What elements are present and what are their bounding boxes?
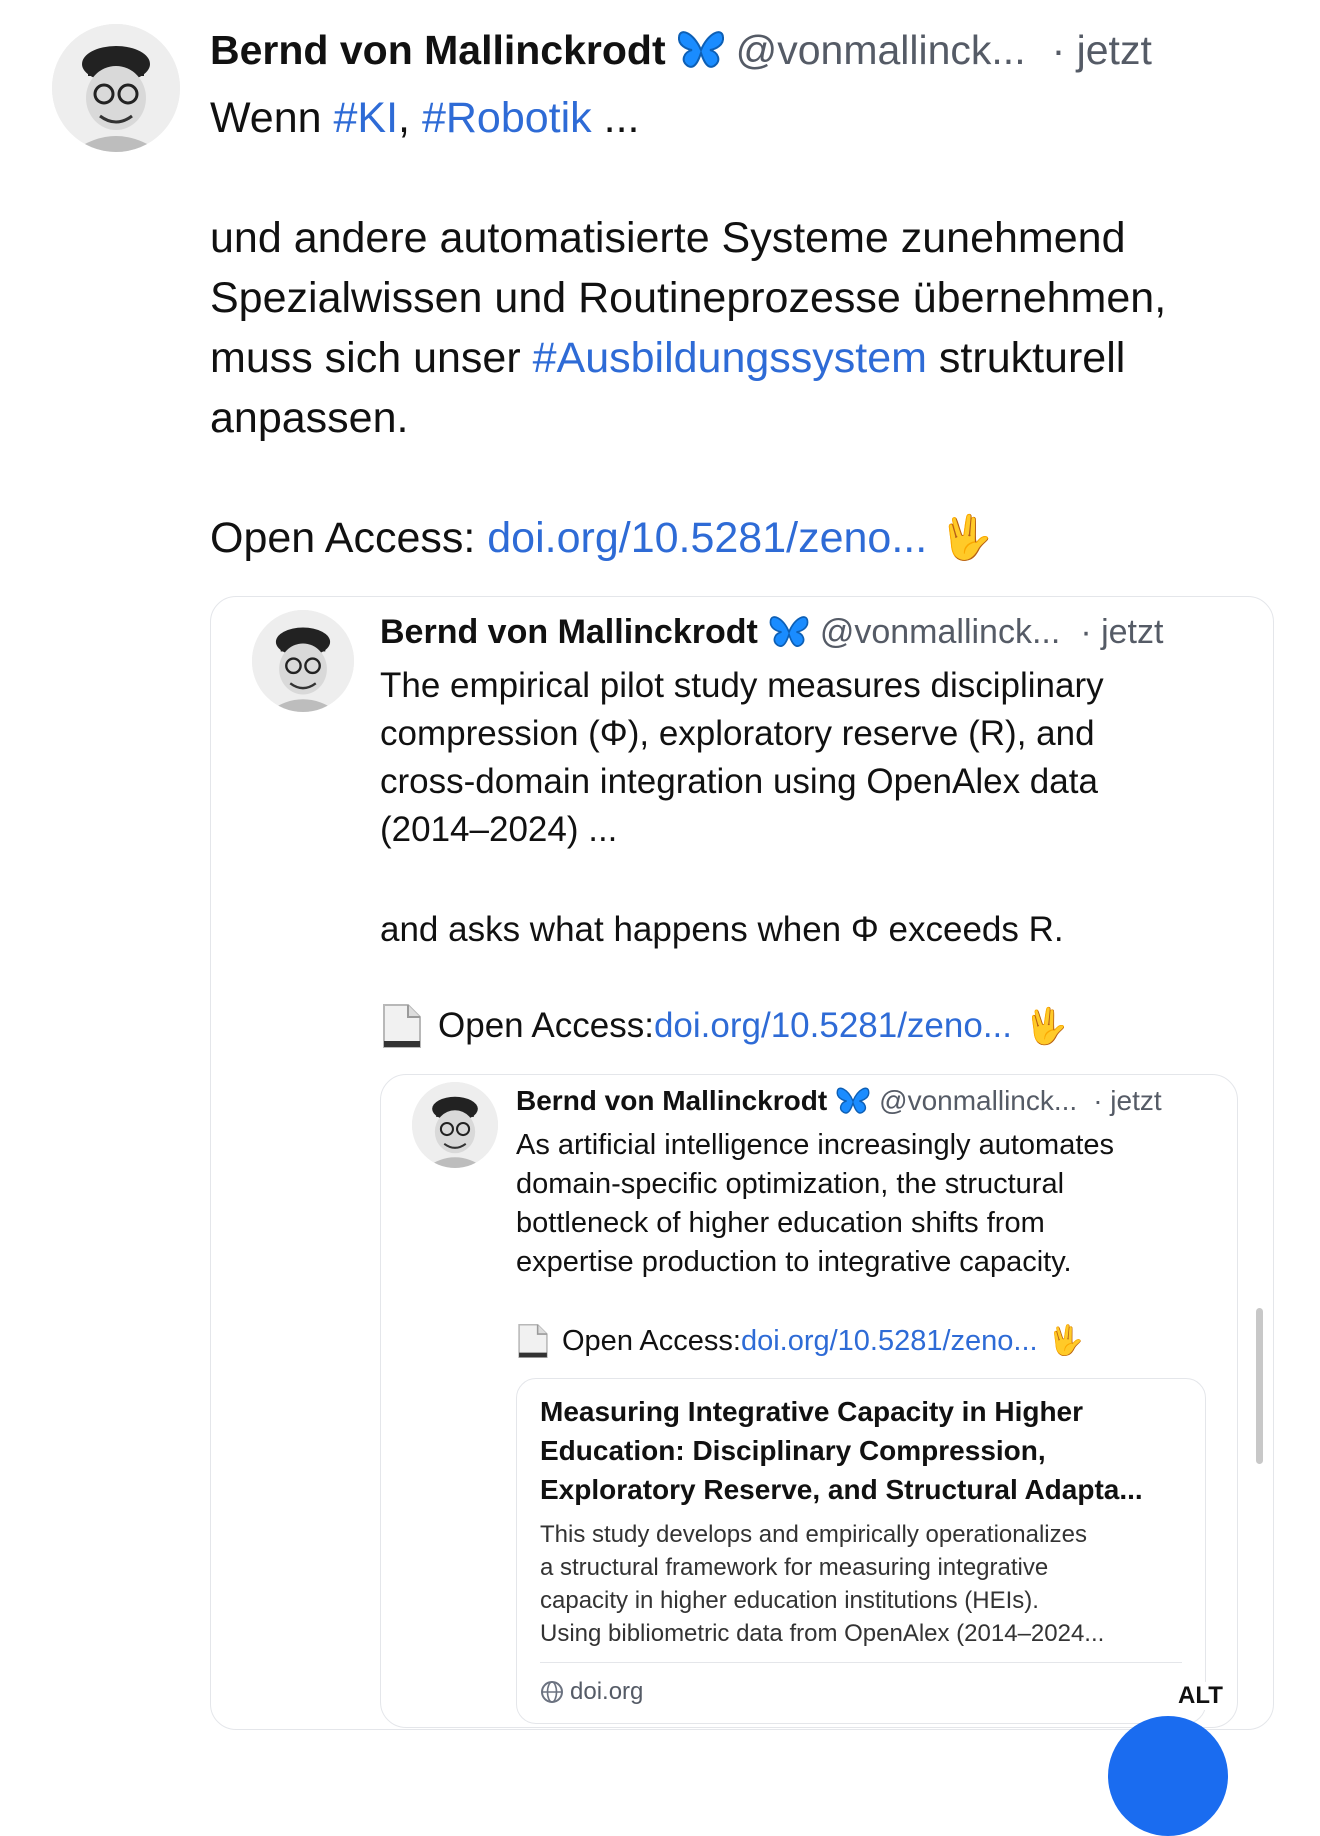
link-preview-divider — [540, 1662, 1182, 1663]
quoted-post-text: The empirical pilot study measures disciplinary compression (Φ), exploratory reserve (R), and cross-domain integration using OpenAlex data (2014–2024) ... — [380, 666, 1104, 849]
author-avatar[interactable] — [52, 24, 180, 152]
quoted-author-avatar[interactable] — [252, 610, 354, 712]
nested-post-time[interactable]: · jetzt — [1093, 1085, 1162, 1116]
nested-author-avatar[interactable] — [412, 1082, 498, 1168]
hashtag-robotik[interactable]: #Robotik — [421, 94, 592, 142]
butterfly-icon — [676, 29, 726, 71]
hashtag-ki[interactable]: #KI — [333, 94, 399, 142]
document-icon — [380, 1003, 424, 1049]
quoted-author-name[interactable]: Bernd von Mallinckrodt — [380, 612, 758, 651]
scrollbar-thumb[interactable] — [1256, 1308, 1263, 1464]
author-name[interactable]: Bernd von Mallinckrodt — [210, 26, 666, 73]
avatar-portrait — [52, 24, 180, 152]
nested-post-text: As artificial intelligence increasingly automates domain-specific optimization, the structural bottleneck of higher education shifts from expertise production to integrative capacity. — [516, 1129, 1115, 1278]
nested-author-name[interactable]: Bernd von Mallinckrodt — [516, 1085, 828, 1116]
butterfly-icon — [835, 1086, 871, 1116]
post-doi-link[interactable]: doi.org/10.5281/zeno... — [487, 514, 928, 562]
avatar-portrait — [412, 1082, 498, 1168]
link-preview-title[interactable]: Measuring Integrative Capacity in Higher Education: Disciplinary Compression, Exploratory Reserve, and Structural Adapta... — [540, 1396, 1143, 1505]
nested-doi-link[interactable]: doi.org/10.5281/zeno... — [740, 1324, 1038, 1357]
quoted-author-handle[interactable]: @vonmallinck... — [819, 612, 1061, 651]
vulcan-salute-emoji: 🖖 — [939, 514, 993, 562]
avatar-portrait — [252, 610, 354, 712]
vulcan-salute-emoji: 🖖 — [1024, 1006, 1068, 1046]
quoted-post-time[interactable]: · jetzt — [1080, 612, 1164, 651]
quoted-doi-link[interactable]: doi.org/10.5281/zeno... — [653, 1006, 1013, 1045]
post-text-paragraph: und andere automatisierte Systeme zunehmend Spezialwissen und Routineprozesse übernehmen, muss sich unser #Ausbildungssystem strukturell anpassen. — [210, 214, 1167, 442]
link-preview-domain[interactable]: doi.org — [570, 1678, 644, 1705]
post-open-access: Open Access: doi.org/10.5281/zeno... 🖖 — [210, 514, 993, 562]
post-time[interactable]: · jetzt — [1051, 26, 1152, 73]
alt-badge[interactable]: ALT — [1178, 1682, 1223, 1709]
nested-author-handle[interactable]: @vonmallinck... — [879, 1085, 1078, 1116]
author-handle[interactable]: @vonmallinck... — [735, 26, 1026, 73]
post-text-line1: Wenn #KI, #Robotik ... — [210, 94, 640, 142]
butterfly-icon — [768, 614, 810, 650]
document-icon — [516, 1322, 550, 1360]
link-preview-description: This study develops and empirically operationalizes a structural framework for measuring integrative capacity in higher education institutions (HEIs). Using bibliometric data from OpenAlex (2014–2024... — [540, 1521, 1105, 1647]
vulcan-salute-emoji: 🖖 — [1047, 1325, 1084, 1357]
floating-action-button[interactable] — [1108, 1716, 1228, 1836]
hashtag-ausbildungssystem[interactable]: #Ausbildungssystem — [532, 334, 927, 382]
globe-icon — [540, 1680, 564, 1704]
quoted-post-text2: and asks what happens when Φ exceeds R. — [380, 910, 1064, 949]
